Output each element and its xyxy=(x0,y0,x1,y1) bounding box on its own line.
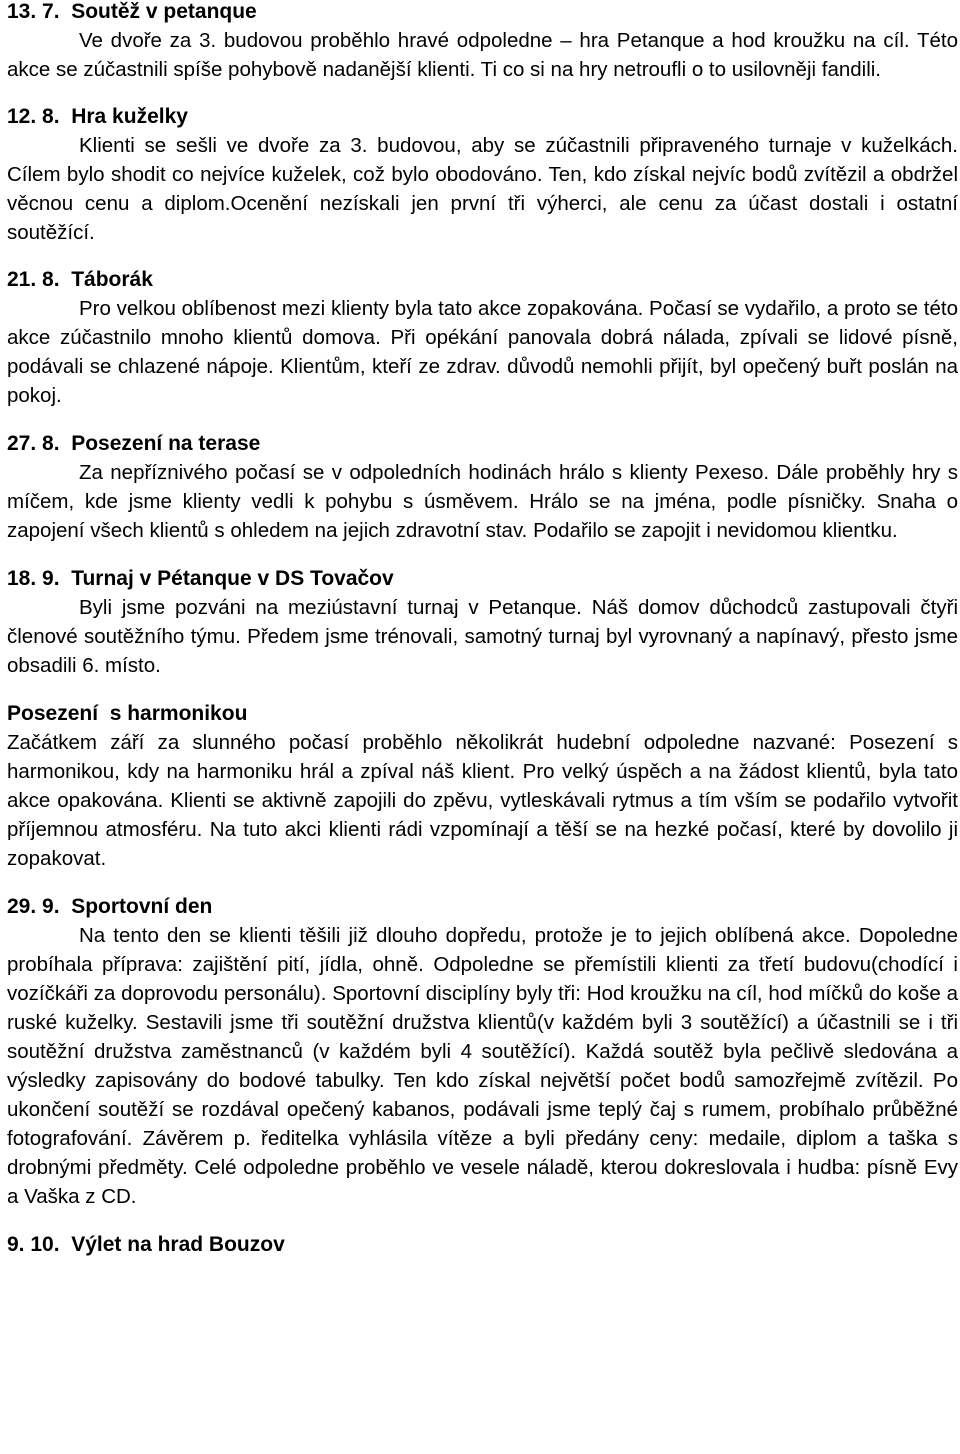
section-heading: 29. 9. Sportovní den xyxy=(7,895,213,918)
section-campfire xyxy=(7,265,958,410)
section-petanque-competition xyxy=(7,0,958,84)
section-heading: 21. 8. Táborák xyxy=(7,268,153,291)
section-heading: 13. 7. Soutěž v petanque xyxy=(7,0,257,23)
section-body: Ve dvoře za 3. budovou proběhlo hravé odpoledne – hra Petanque a hod kroužku na cíl. Této akce se zúčastnili spíše pohybově nadanější klienti. Ti co si na hry netroufli o to usilovněji fandili. xyxy=(7,29,958,81)
section-bouzov-trip xyxy=(7,1230,958,1259)
section-body: Pro velkou oblíbenost mezi klienty byla tato akce zopakována. Počasí se vydařilo, a proto se této akce zúčastnilo mnoho klientů domova. Při opékání panovala dobrá nálada, zpívali se lidové písně, podávali se chlazené nápoje. Klientům, kteří ze zdrav. důvodů nemohli přijít, byl opečený buřt poslán na pokoj. xyxy=(7,297,958,407)
section-terrace-sitting xyxy=(7,429,958,545)
document-page xyxy=(7,0,958,1259)
section-heading: 18. 9. Turnaj v Pétanque v DS Tovačov xyxy=(7,567,394,590)
section-heading: Posezení s harmonikou xyxy=(7,702,248,725)
section-body: Za nepříznivého počasí se v odpoledních hodinách hrálo s klienty Pexeso. Dále proběhly hry s míčem, kde jsme klienty vedli k pohybu s úsměvem. Hrálo se na jména, podle písničky. Snaha o zapojení všech klientů s ohledem na jejich zdravotní stav. Podařilo se zapojit i nevidomou klientku. xyxy=(7,461,958,542)
section-body: Na tento den se klienti těšili již dlouho dopředu, protože je to jejich oblíbená akce. Dopoledne probíhala příprava: zajištění pití, jídla, ohně. Odpoledne se přemístili klienti za třetí budovu(chodící i vozíčkáři za doprovodu personálu). Sportovní disciplíny byly tři: Hod kroužku na cíl, hod míčků do koše a ruské kuželky. Sestavili jsme tři soutěžní družstva klientů(v každém byli 3 soutěžící) a účastnili se i tři soutěžní družstva zaměstnanců (v každém byli 4 soutěžící). Každá soutěž byla pečlivě sledována a výsledky zapisovány do bodové tabulky. Ten kdo získal největší počet bodů samozřejmě zvítězil. Po ukončení soutěží se rozdával opečený kabanos, podávali jsme teplý čaj s rumem, probíhalo průběžné fotografování. Závěrem p. ředitelka vyhlásila vítěze a byli předány ceny: medaile, diplom a taška s drobnými předměty. Celé odpoledne proběhlo ve vesele náladě, kterou dokreslovala i hudba: písně Evy a Vaška z CD. xyxy=(7,924,958,1208)
section-sports-day xyxy=(7,892,958,1211)
section-heading: 27. 8. Posezení na terase xyxy=(7,432,261,455)
section-body: Klienti se sešli ve dvoře za 3. budovou, aby se zúčastnili připraveného turnaje v kuželkách. Cílem bylo shodit co nejvíce kuželek, což bylo obodováno. Ten, kdo získal nejvíc bodů zvítězil a obdržel věcnou cenu a diplom.Ocenění nezískali jen první tři výherci, ale cenu za účast dostali i ostatní soutěžící. xyxy=(7,134,958,244)
section-body: Byli jsme pozváni na meziústavní turnaj v Petanque. Náš domov důchodců zastupovali čtyři členové soutěžního týmu. Předem jsme trénovali, samotný turnaj byl vyrovnaný a napínavý, přesto jsme obsadili 6. místo. xyxy=(7,596,958,677)
section-harmonica-sitting xyxy=(7,699,958,873)
section-petanque-tournament xyxy=(7,564,958,680)
section-heading: 12. 8. Hra kuželky xyxy=(7,105,188,128)
section-skittles-game xyxy=(7,102,958,247)
section-heading: 9. 10. Výlet na hrad Bouzov xyxy=(7,1233,285,1256)
section-body: Začátkem září za slunného počasí proběhlo několikrát hudební odpoledne nazvané: Posezení s harmonikou, kdy na harmoniku hrál a zpíval náš klient. Pro velký úspěch a na žádost klientů, byla tato akce opakována. Klienti se aktivně zapojili do zpěvu, vytleskávali rytmus a tím vším se podařilo vytvořit příjemnou atmosféru. Na tuto akci klienti rádi vzpomínají a těší se na hezké počasí, které by dovolilo ji zopakovat. xyxy=(7,731,958,870)
